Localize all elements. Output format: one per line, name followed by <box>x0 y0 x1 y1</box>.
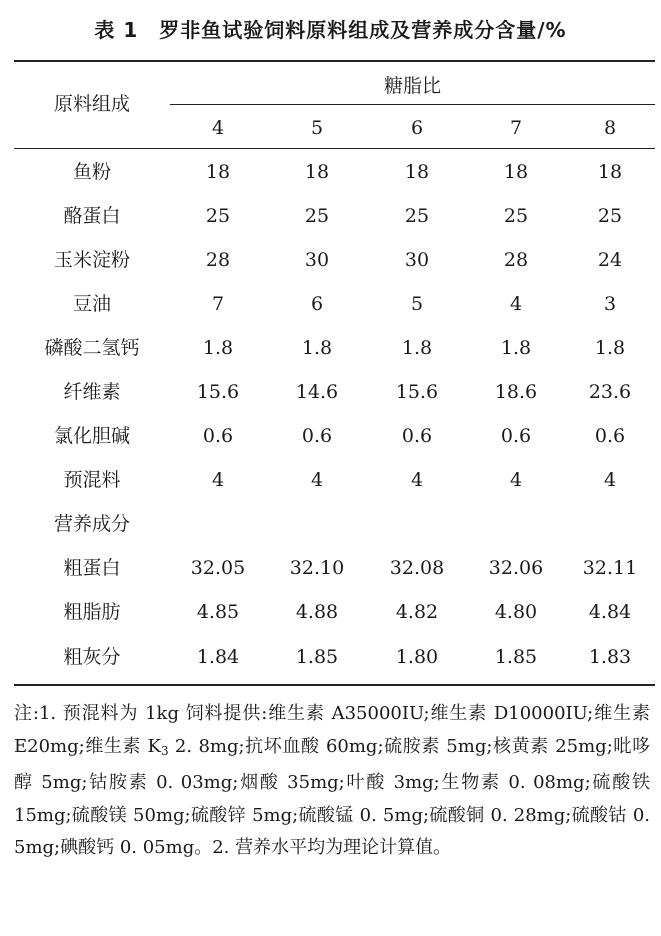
table-row-label: 氯化胆碱 <box>53 425 130 447</box>
table-cell: 32.08 <box>389 557 445 579</box>
table-cell: 18.6 <box>494 381 538 403</box>
table-cell: 1.8 <box>202 337 234 359</box>
table-row-label: 粗脂肪 <box>63 601 121 623</box>
notes-part1: 1. 预混料为 1kg 饲料提供:维生素 A35000IU;维生素 D10000IU;维生素 E20mg;维生素 K <box>14 703 650 757</box>
table-cell: 0.6 <box>500 425 532 447</box>
column-header-4: 4 <box>211 117 225 139</box>
table-cell: 1.8 <box>500 337 532 359</box>
notes-k-subscript: 3 <box>160 743 169 758</box>
table-cell: 28 <box>205 249 231 271</box>
table-cell: 1.85 <box>295 646 339 668</box>
table-cell: 1.84 <box>196 646 240 668</box>
table-cell: 1.83 <box>588 646 632 668</box>
table-cell: 25 <box>304 205 330 227</box>
table-cell: 15.6 <box>196 381 240 403</box>
table-cell: 25 <box>597 205 623 227</box>
table-cell: 4.84 <box>588 601 632 623</box>
table-cell: 1.80 <box>395 646 439 668</box>
bottom-rule <box>14 684 655 686</box>
table-cell: 4 <box>509 293 523 315</box>
table-cell: 18 <box>205 161 231 183</box>
table-cell: 18 <box>503 161 529 183</box>
table-cell: 25 <box>503 205 529 227</box>
table-cell: 14.6 <box>295 381 339 403</box>
table-cell: 6 <box>310 293 324 315</box>
table-cell: 0.6 <box>301 425 333 447</box>
table-cell: 4 <box>310 469 324 491</box>
notes-prefix: 注: <box>14 703 39 724</box>
table-cell: 15.6 <box>395 381 439 403</box>
table-cell: 3 <box>603 293 617 315</box>
table-cell: 4 <box>211 469 225 491</box>
header-bottom-rule <box>14 148 655 149</box>
table-cell: 18 <box>404 161 430 183</box>
group-header-rule <box>170 104 655 105</box>
table-cell: 32.05 <box>190 557 246 579</box>
table-cell: 23.6 <box>588 381 632 403</box>
table-cell: 18 <box>597 161 623 183</box>
table-cell: 4.82 <box>395 601 439 623</box>
table-cell: 25 <box>404 205 430 227</box>
table-row-label: 纤维素 <box>63 381 121 403</box>
table-row-label: 粗灰分 <box>63 646 121 668</box>
table-row-label: 酪蛋白 <box>63 205 121 227</box>
table-cell: 7 <box>211 293 225 315</box>
group-header-label: 糖脂比 <box>383 75 441 97</box>
table-cell: 32.11 <box>582 557 638 579</box>
table-title: 表 1 罗非鱼试验饲料原料组成及营养成分含量/% <box>94 18 567 42</box>
table-cell: 0.6 <box>401 425 433 447</box>
notes-part2: 2. 8mg;抗坏血酸 60mg;硫胺素 5mg;核黄素 25mg;吡哆醇 5mg;钴胺素 0. 03mg;烟酸 35mg;叶酸 3mg;生物素 0. 08mg;硫酸铁 15mg;硫酸镁 50mg;硫酸锌 5mg;硫酸锰 0. 5mg;硫酸铜 0. 28mg;硫酸钴 0. 5mg;碘酸钙 0. 05mg。2. 营养水平均为理论计算值。 <box>14 735 650 858</box>
table-cell: 4.88 <box>295 601 339 623</box>
table-row-label: 粗蛋白 <box>63 557 121 579</box>
table-cell: 32.10 <box>289 557 345 579</box>
top-rule <box>14 60 655 62</box>
table-cell: 4.80 <box>494 601 538 623</box>
table-cell: 5 <box>410 293 424 315</box>
table-cell: 1.8 <box>301 337 333 359</box>
table-row-label: 磷酸二氢钙 <box>44 337 140 359</box>
table-cell: 4.85 <box>196 601 240 623</box>
nutrition-header-label: 营养成分 <box>53 513 130 535</box>
table-row-label: 鱼粉 <box>72 161 111 183</box>
row-header-label: 原料组成 <box>53 93 130 115</box>
table-cell: 24 <box>597 249 623 271</box>
table-cell: 30 <box>404 249 430 271</box>
column-header-5: 5 <box>310 117 324 139</box>
table-cell: 1.85 <box>494 646 538 668</box>
table-row-label: 玉米淀粉 <box>53 249 130 271</box>
table-cell: 0.6 <box>594 425 626 447</box>
table-cell: 1.8 <box>594 337 626 359</box>
table-notes <box>14 698 650 865</box>
table-cell: 1.8 <box>401 337 433 359</box>
table-cell: 30 <box>304 249 330 271</box>
table-row-label: 豆油 <box>72 293 111 315</box>
table-cell: 4 <box>603 469 617 491</box>
table-cell: 4 <box>410 469 424 491</box>
table-cell: 18 <box>304 161 330 183</box>
column-header-6: 6 <box>410 117 424 139</box>
table-cell: 0.6 <box>202 425 234 447</box>
table-cell: 25 <box>205 205 231 227</box>
table-row-label: 预混料 <box>63 469 121 491</box>
column-header-8: 8 <box>603 117 617 139</box>
column-header-7: 7 <box>509 117 523 139</box>
table-cell: 28 <box>503 249 529 271</box>
table-cell: 4 <box>509 469 523 491</box>
table-cell: 32.06 <box>488 557 544 579</box>
